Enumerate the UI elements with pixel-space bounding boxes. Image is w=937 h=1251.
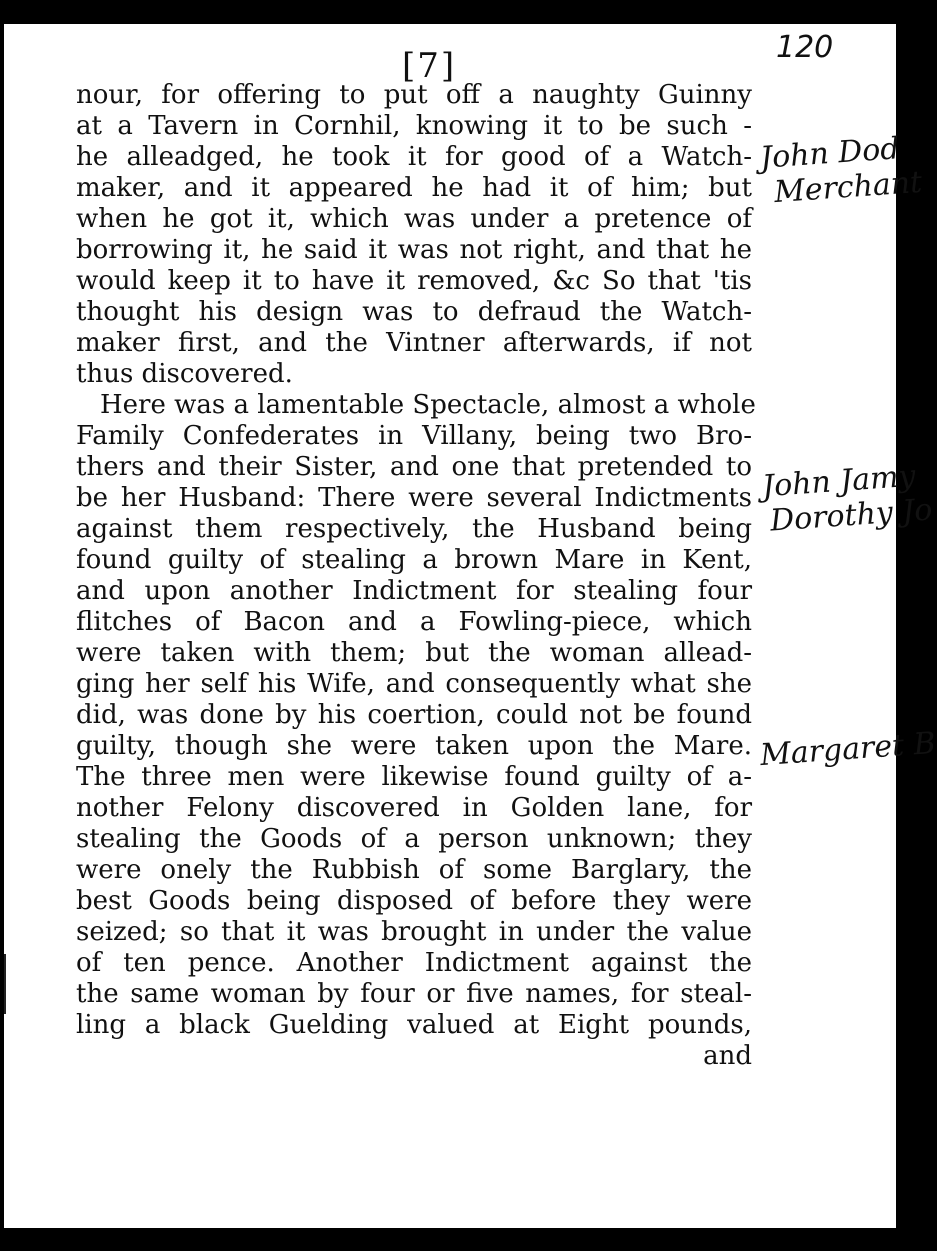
text-line: against them respectively, the Husband being <box>76 514 752 544</box>
text-line: guilty, though she were taken upon the Mare. <box>76 731 752 761</box>
text-line: flitches of Bacon and a Fowling-piece, which <box>76 607 752 637</box>
text-line: and upon another Indictment for stealing four <box>76 576 752 606</box>
text-line: be her Husband: There were several Indictments <box>76 483 752 513</box>
margin-note-name: John Jamy <box>760 458 917 505</box>
text-line: ging her self his Wife, and consequently what she <box>76 669 752 699</box>
text-line: borrowing it, he said it was not right, and that he <box>76 235 752 265</box>
text-line: thers and their Sister, and one that pretended to <box>76 452 752 482</box>
text-line: ling a black Guelding valued at Eight pounds, <box>76 1010 752 1040</box>
page-number: [7] <box>402 46 457 86</box>
text-line: at a Tavern in Cornhil, knowing it to be such - <box>76 111 752 141</box>
document-page <box>4 24 937 1228</box>
text-line: he alleadged, he took it for good of a Watch- <box>76 142 752 172</box>
text-line: Family Confederates in Villany, being two Bro- <box>76 421 752 451</box>
text-line: stealing the Goods of a person unknown; they <box>76 824 752 854</box>
text-line: Here was a lamentable Spectacle, almost a whole <box>100 390 756 420</box>
text-line: nour, for offering to put off a naughty Guinny <box>76 80 752 110</box>
catchword: and <box>703 1041 752 1071</box>
text-line: thus discovered. <box>76 359 293 389</box>
text-line: nother Felony discovered in Golden lane, for <box>76 793 752 823</box>
margin-note-occupation: Merchant <box>772 164 924 211</box>
text-line: maker, and it appeared he had it of him; but <box>76 173 752 203</box>
text-line: thought his design was to defraud the Watch- <box>76 297 752 327</box>
text-line: the same woman by four or five names, for steal- <box>76 979 752 1009</box>
page-edge-mark <box>4 954 10 1014</box>
text-line: of ten pence. Another Indictment against the <box>76 948 752 978</box>
folio-number: 120 <box>776 30 834 65</box>
margin-note-name: Margaret B <box>758 725 937 774</box>
text-line: best Goods being disposed of before they were <box>76 886 752 916</box>
text-line: did, was done by his coertion, could not be found <box>76 700 752 730</box>
text-line: found guilty of stealing a brown Mare in Kent, <box>76 545 752 575</box>
body-text <box>76 80 756 1072</box>
text-line: when he got it, which was under a pretence of <box>76 204 752 234</box>
text-line: were onely the Rubbish of some Barglary, the <box>76 855 752 885</box>
text-line: would keep it to have it removed, &c So that 'tis <box>76 266 752 296</box>
margin-note-name: Dorothy Jo <box>768 492 934 539</box>
text-line: were taken with them; but the woman allead- <box>76 638 752 668</box>
margin-note-name: John Dod <box>758 131 901 176</box>
text-line: The three men were likewise found guilty of a- <box>76 762 752 792</box>
text-line: maker first, and the Vintner afterwards, if not <box>76 328 752 358</box>
text-line: seized; so that it was brought in under the value <box>76 917 752 947</box>
